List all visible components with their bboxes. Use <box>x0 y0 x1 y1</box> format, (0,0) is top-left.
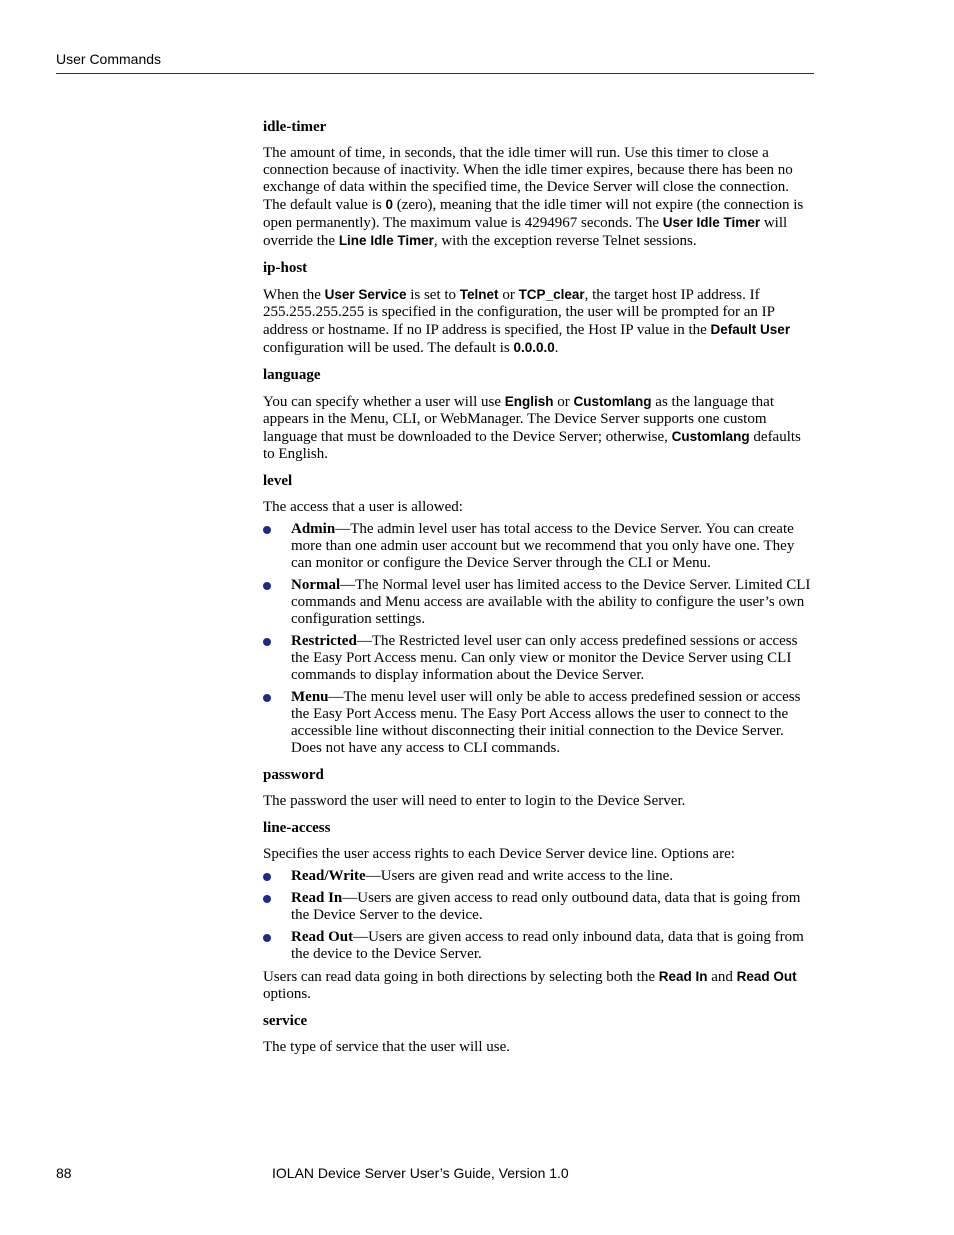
footer-doc-title: IOLAN Device Server User’s Guide, Version 1.0 <box>272 1165 569 1181</box>
line-access-note: Users can read data going in both directions by selecting both the Read In and Read Out options. <box>263 969 797 1002</box>
term-language: language <box>263 367 321 383</box>
line-access-intro: Specifies the user access rights to each Device Server device line. Options are: <box>263 846 735 862</box>
list-item: Read In—Users are given access to read only outbound data, data that is going from the Device Server to the device. <box>263 890 815 924</box>
line-access-list <box>263 868 815 963</box>
list-item: Normal—The Normal level user has limited access to the Device Server. Limited CLI commands and Menu access are available with the ability to configure the user’s own configuration settings. <box>263 577 815 628</box>
list-item: Restricted—The Restricted level user can only access predefined sessions or access the Easy Port Access menu. Can only view or monitor the Device Server using CLI commands to display information about the Device Server. <box>263 633 815 684</box>
bullet-icon <box>263 638 271 646</box>
ip-host-description: When the User Service is set to Telnet or TCP_clear, the target host IP address. If 255.255.255.255 is specified in the configuration, the user will be prompted for an IP address or hostname. If no IP address is specified, the Host IP value in the Default User configuration will be used. The default is 0.0.0.0. <box>263 287 791 356</box>
bullet-icon <box>263 934 271 942</box>
bullet-icon <box>263 694 271 702</box>
bullet-icon <box>263 873 271 881</box>
page-number: 88 <box>56 1165 72 1181</box>
idle-timer-description: The amount of time, in seconds, that the idle timer will run. Use this timer to close a connection because of inactivity. When the idle timer expires, because there has been no exchange of data within the specified time, the Device Server will close the connection. The default value is 0 (zero), meaning that the idle timer will not expire (the connection is open permanently). The maximum value is 4294967 seconds. The User Idle Timer will override the Line Idle Timer, with the exception reverse Telnet sessions. <box>263 145 804 249</box>
term-level: level <box>263 473 293 489</box>
list-item: Menu—The menu level user will only be able to access predefined session or access the Easy Port Access menu. The Easy Port Access allows the user to connect to the accessible line without disconnecting their initial connection to the Device Server. Does not have any access to CLI commands. <box>263 689 815 757</box>
list-item: Read/Write—Users are given read and write access to the line. <box>263 868 815 885</box>
list-item: Admin—The admin level user has total access to the Device Server. You can create more than one admin user account but we recommend that you only have one. They can monitor or configure the Device Server through the CLI or Menu. <box>263 521 815 572</box>
service-description: The type of service that the user will use. <box>263 1039 511 1055</box>
list-item: Read Out—Users are given access to read only inbound data, data that is going from the device to the Device Server. <box>263 929 815 963</box>
term-line-access: line-access <box>263 820 331 836</box>
term-idle-timer: idle-timer <box>263 119 327 135</box>
level-intro: The access that a user is allowed: <box>263 499 463 515</box>
language-description: You can specify whether a user will use English or Customlang as the language that appears in the Menu, CLI, or WebManager. The Device Server supports one custom language that must be downloaded to the Device Server; otherwise, Customlang defaults to English. <box>263 394 801 462</box>
level-list <box>263 521 815 757</box>
password-description: The password the user will need to enter to login to the Device Server. <box>263 793 686 809</box>
running-header: User Commands <box>56 51 162 67</box>
bullet-icon <box>263 895 271 903</box>
page-content <box>263 118 815 1065</box>
bullet-icon <box>263 582 271 590</box>
header-rule <box>56 73 814 74</box>
term-password: password <box>263 767 324 783</box>
term-ip-host: ip-host <box>263 260 308 276</box>
term-service: service <box>263 1013 308 1029</box>
bullet-icon <box>263 526 271 534</box>
